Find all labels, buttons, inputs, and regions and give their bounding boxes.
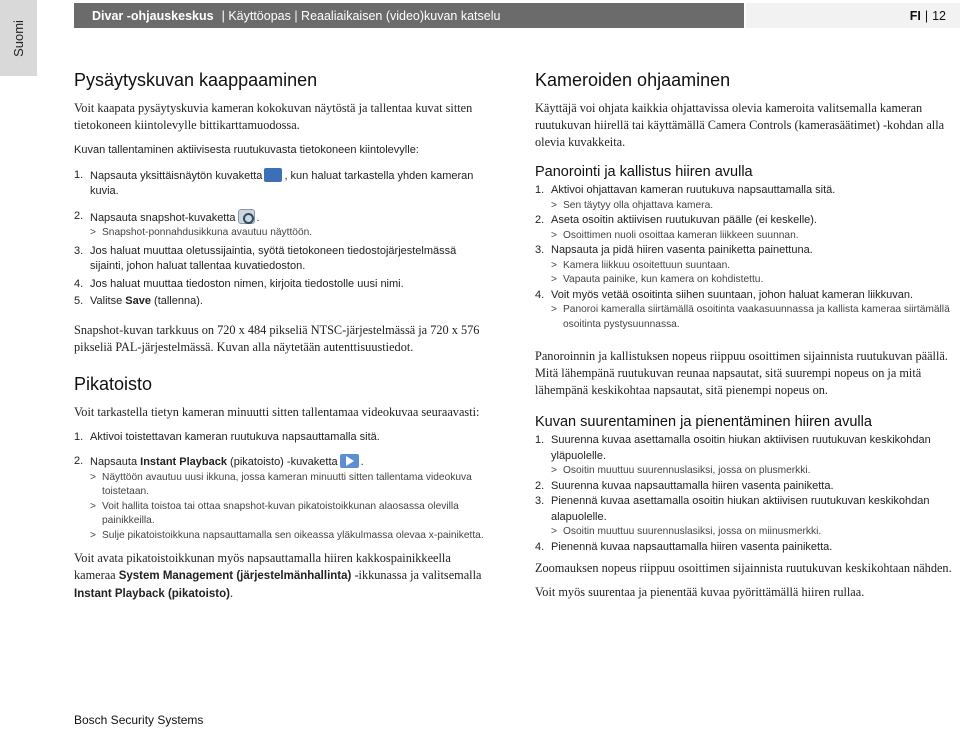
result-text: Snapshot-ponnahdusikkuna avautuu näyttöön. — [102, 227, 313, 238]
pan-step-1-result — [535, 199, 960, 214]
step-text-c: (pikatoisto) -kuvaketta — [230, 456, 338, 468]
heading-snapshot: Pysäytyskuvan kaappaaminen — [74, 70, 318, 90]
step-number: 2. — [535, 479, 545, 492]
para-text-a: Voit avata pikatoistoikkunan myös napsauttamalla hiiren kakkospainikkeella kameraa — [74, 551, 451, 582]
step-number: 1. — [74, 168, 84, 181]
result-arrow: > — [551, 199, 557, 211]
step-text: Jos haluat muuttaa tiedoston nimen, kirjoita tiedostolle uusi nimi. — [90, 277, 404, 290]
step-text: Pienennä kuvaa asettamalla osoitin hiukan aktiivisen ruutukuvan keskikohdan alapuolelle. — [551, 495, 930, 523]
result-arrow: > — [90, 471, 96, 483]
playback-step-1 — [74, 430, 492, 446]
playback-step-2-result-3 — [74, 529, 492, 544]
camera-control-intro: Käyttäjä voi ohjata kaikkia ohjattavissa olevia kameroita valitsemalla kameran ruutukuvan hiirellä tai käyttämällä Camera Controls (kamerasäätimet) -kohdan alla olevia kuvakkeita. — [535, 101, 945, 149]
single-view-icon — [264, 168, 282, 182]
zoom-step-1-result — [535, 464, 960, 479]
step-number: 2. — [535, 214, 545, 226]
pan-step-3 — [535, 243, 960, 259]
playback-step-2-result-2 — [74, 500, 492, 529]
step-number: 3. — [74, 244, 84, 257]
pan-step-2 — [535, 213, 960, 229]
pan-step-3-result-2 — [535, 273, 960, 288]
heading-camera-control: Kameroiden ohjaaminen — [535, 70, 731, 90]
step-number: 2. — [74, 455, 84, 467]
snapshot-step-3 — [74, 244, 492, 275]
step-text — [90, 168, 492, 200]
step-text-b: . — [256, 211, 260, 224]
language-code: FI — [909, 8, 921, 23]
result-arrow: > — [551, 526, 557, 537]
snapshot-step-1 — [74, 168, 492, 200]
snapshot-step-2-result — [74, 226, 492, 241]
result-text: Sulje pikatoistoikkuna napsauttamalla sen oikeassa yläkulmassa olevaa x-painiketta. — [102, 529, 484, 541]
step-text-bold: Instant Playback — [140, 456, 227, 468]
result-text: Voit hallita toistoa tai ottaa snapshot-kuvan pikatoistoikkunan alaosassa olevilla painikkeilla. — [102, 500, 459, 526]
step-text: Pienennä kuvaa napsauttamalla hiiren vasenta painiketta. — [551, 540, 833, 553]
playback-step-2-result-1 — [74, 471, 492, 500]
step-text-b: , kun haluat tarkastella yhden kameran kuvia. — [90, 169, 474, 197]
header-title — [74, 9, 744, 23]
result-arrow: > — [551, 274, 557, 285]
result-text: Kamera liikkuu osoitettuun suuntaan. — [563, 259, 731, 271]
step-number: 2. — [74, 209, 84, 222]
step-number: 1. — [535, 434, 545, 446]
heading-zoom: Kuvan suurentaminen ja pienentäminen hiiren avulla — [535, 414, 872, 430]
zoom-step-1 — [535, 433, 960, 464]
language-tab — [0, 0, 37, 76]
step-text-a: Napsauta yksittäisnäytön kuvaketta — [90, 169, 263, 182]
header-title-rest: | Käyttöopas | Reaaliaikaisen (video)kuvan katselu — [221, 8, 501, 23]
pan-step-4 — [535, 288, 960, 304]
header-separator: | — [924, 8, 929, 23]
playback-step-2 — [74, 454, 492, 471]
result-arrow: > — [551, 259, 557, 271]
step-text-d: . — [360, 456, 364, 468]
language-tab-label: Suomi — [10, 19, 26, 57]
step-text — [90, 454, 492, 471]
step-text — [90, 209, 492, 227]
result-arrow: > — [90, 227, 96, 238]
pan-step-4-result — [535, 303, 960, 332]
step-text-bold: Save — [125, 295, 151, 307]
zoom-step-3-result — [535, 525, 960, 540]
pan-speed-note: Panoroinnin ja kallistuksen nopeus riippuu osoittimen sijainnista ruutukuvan päällä. Mitä lähempänä ruutukuvan reunaa napsautat, sitä suurempi nopeus on ja mitä lähempänä keskikohtaa napsautat, sitä pienempi nopeus on. — [535, 349, 948, 397]
step-number: 1. — [74, 430, 84, 443]
step-text-a: Napsauta — [90, 456, 138, 468]
step-number: 4. — [535, 540, 545, 553]
step-text: Aseta osoitin aktiivisen ruutukuvan päälle (ei keskelle). — [551, 214, 817, 226]
result-text: Näyttöön avautuu uusi ikkuna, jossa kameran minuutti sitten tallentama videokuva toistetaan. — [102, 471, 472, 497]
step-text: Aktivoi toistettavan kameran ruutukuva napsauttamalla sitä. — [90, 430, 380, 443]
result-arrow: > — [551, 304, 557, 315]
snapshot-icon — [238, 209, 255, 224]
step-number: 3. — [535, 495, 545, 507]
playback-intro: Voit tarkastella tietyn kameran minuutti sitten tallentamaa videokuvaa seuraavasti: — [74, 404, 480, 419]
instant-playback-icon — [340, 454, 359, 468]
page-footer: Bosch Security Systems — [74, 713, 204, 727]
pan-step-1 — [535, 183, 960, 199]
left-column — [74, 70, 492, 602]
page-number: 12 — [932, 8, 946, 23]
step-number: 4. — [74, 277, 84, 290]
snapshot-step-4 — [74, 277, 492, 293]
result-arrow: > — [551, 229, 557, 241]
zoom-speed-note: Zoomauksen nopeus riippuu osoittimen sijainnista ruutukuvan keskikohtaan nähden. — [535, 561, 952, 575]
step-number: 3. — [535, 244, 545, 256]
zoom-step-2 — [535, 479, 960, 495]
result-text: Panoroi kameralla siirtämällä osoitinta vaakasuunnassa ja kallista kameraa siirtämällä osoitinta pystysuunnassa. — [563, 304, 950, 330]
result-text: Vapauta painike, kun kamera on kohdistettu. — [563, 274, 764, 285]
step-text: Suurenna kuvaa asettamalla osoitin hiukan aktiivisen ruutukuvan keskikohdan yläpuolelle. — [551, 434, 931, 462]
result-arrow: > — [90, 529, 96, 541]
step-text-c: (tallenna). — [154, 295, 203, 307]
result-text: Osoitin muuttuu suurennuslasiksi, jossa on miinusmerkki. — [563, 526, 822, 537]
pan-step-3-result-1 — [535, 259, 960, 274]
snapshot-resolution-note: Snapshot-kuvan tarkkuus on 720 x 484 pikseliä NTSC-järjestelmässä ja 720 x 576 pikseliä PAL-järjestelmässä. Kuvan alla näytetään autenttisuustiedot. — [74, 322, 480, 354]
zoom-step-3 — [535, 494, 960, 525]
step-text — [90, 294, 492, 310]
snapshot-lead: Kuvan tallentaminen aktiivisesta ruutukuvasta tietokoneen kiintolevylle: — [74, 144, 419, 156]
step-text: Jos haluat muuttaa oletussijaintia, syötä tietokoneen tiedostojärjestelmässä sijainti, johon haluat tallentaa kuvatiedoston. — [90, 244, 457, 272]
step-text: Aktivoi ohjattavan kameran ruutukuva napsauttamalla sitä. — [551, 184, 836, 196]
para-text-bold-2: Instant Playback (pikatoisto) — [74, 587, 230, 600]
result-arrow: > — [90, 500, 96, 512]
step-text: Suurenna kuvaa napsauttamalla hiiren vasenta painiketta. — [551, 479, 834, 492]
heading-pan-tilt: Panorointi ja kallistus hiiren avulla — [535, 164, 753, 180]
para-text-e: . — [229, 585, 234, 600]
zoom-wheel-note: Voit myös suurentaa ja pienentää kuvaa pyörittämällä hiiren rullaa. — [535, 585, 865, 599]
snapshot-intro: Voit kaapata pysäytyskuvia kameran kokokuvan näytöstä ja tallentaa kuvat sitten tietokoneen kiintolevylle bittikarttamuodossa. — [74, 101, 473, 132]
page-header — [74, 3, 960, 28]
result-text: Sen täytyy olla ohjattava kamera. — [563, 199, 714, 211]
playback-alternative — [74, 550, 492, 602]
result-text: Osoitin muuttuu suurennuslasiksi, jossa on plusmerkki. — [563, 465, 811, 476]
para-text-c: -ikkunassa ja valitsemalla — [354, 568, 482, 582]
step-number: 1. — [535, 184, 545, 196]
heading-instant-playback: Pikatoisto — [74, 373, 153, 394]
step-text-a: Napsauta snapshot-kuvaketta — [90, 211, 236, 224]
step-text: Napsauta ja pidä hiiren vasenta painiketta painettuna. — [551, 244, 813, 256]
page-number-box — [744, 3, 960, 28]
snapshot-step-5 — [74, 294, 492, 310]
right-column — [535, 70, 960, 601]
step-number: 5. — [74, 295, 84, 307]
result-text: Osoittimen nuoli osoittaa kameran liikkeen suunnan. — [563, 229, 799, 241]
result-arrow: > — [551, 465, 557, 476]
zoom-step-4 — [535, 540, 960, 556]
header-title-bold: Divar -ohjauskeskus — [92, 8, 214, 23]
step-text: Voit myös vetää osoitinta siihen suuntaan, johon haluat kameran liikkuvan. — [551, 288, 913, 301]
snapshot-step-2 — [74, 209, 492, 227]
step-number: 4. — [535, 288, 545, 301]
para-text-bold-1: System Management (järjestelmänhallinta) — [118, 570, 352, 582]
pan-step-2-result — [535, 229, 960, 244]
step-text-a: Valitse — [90, 295, 123, 307]
